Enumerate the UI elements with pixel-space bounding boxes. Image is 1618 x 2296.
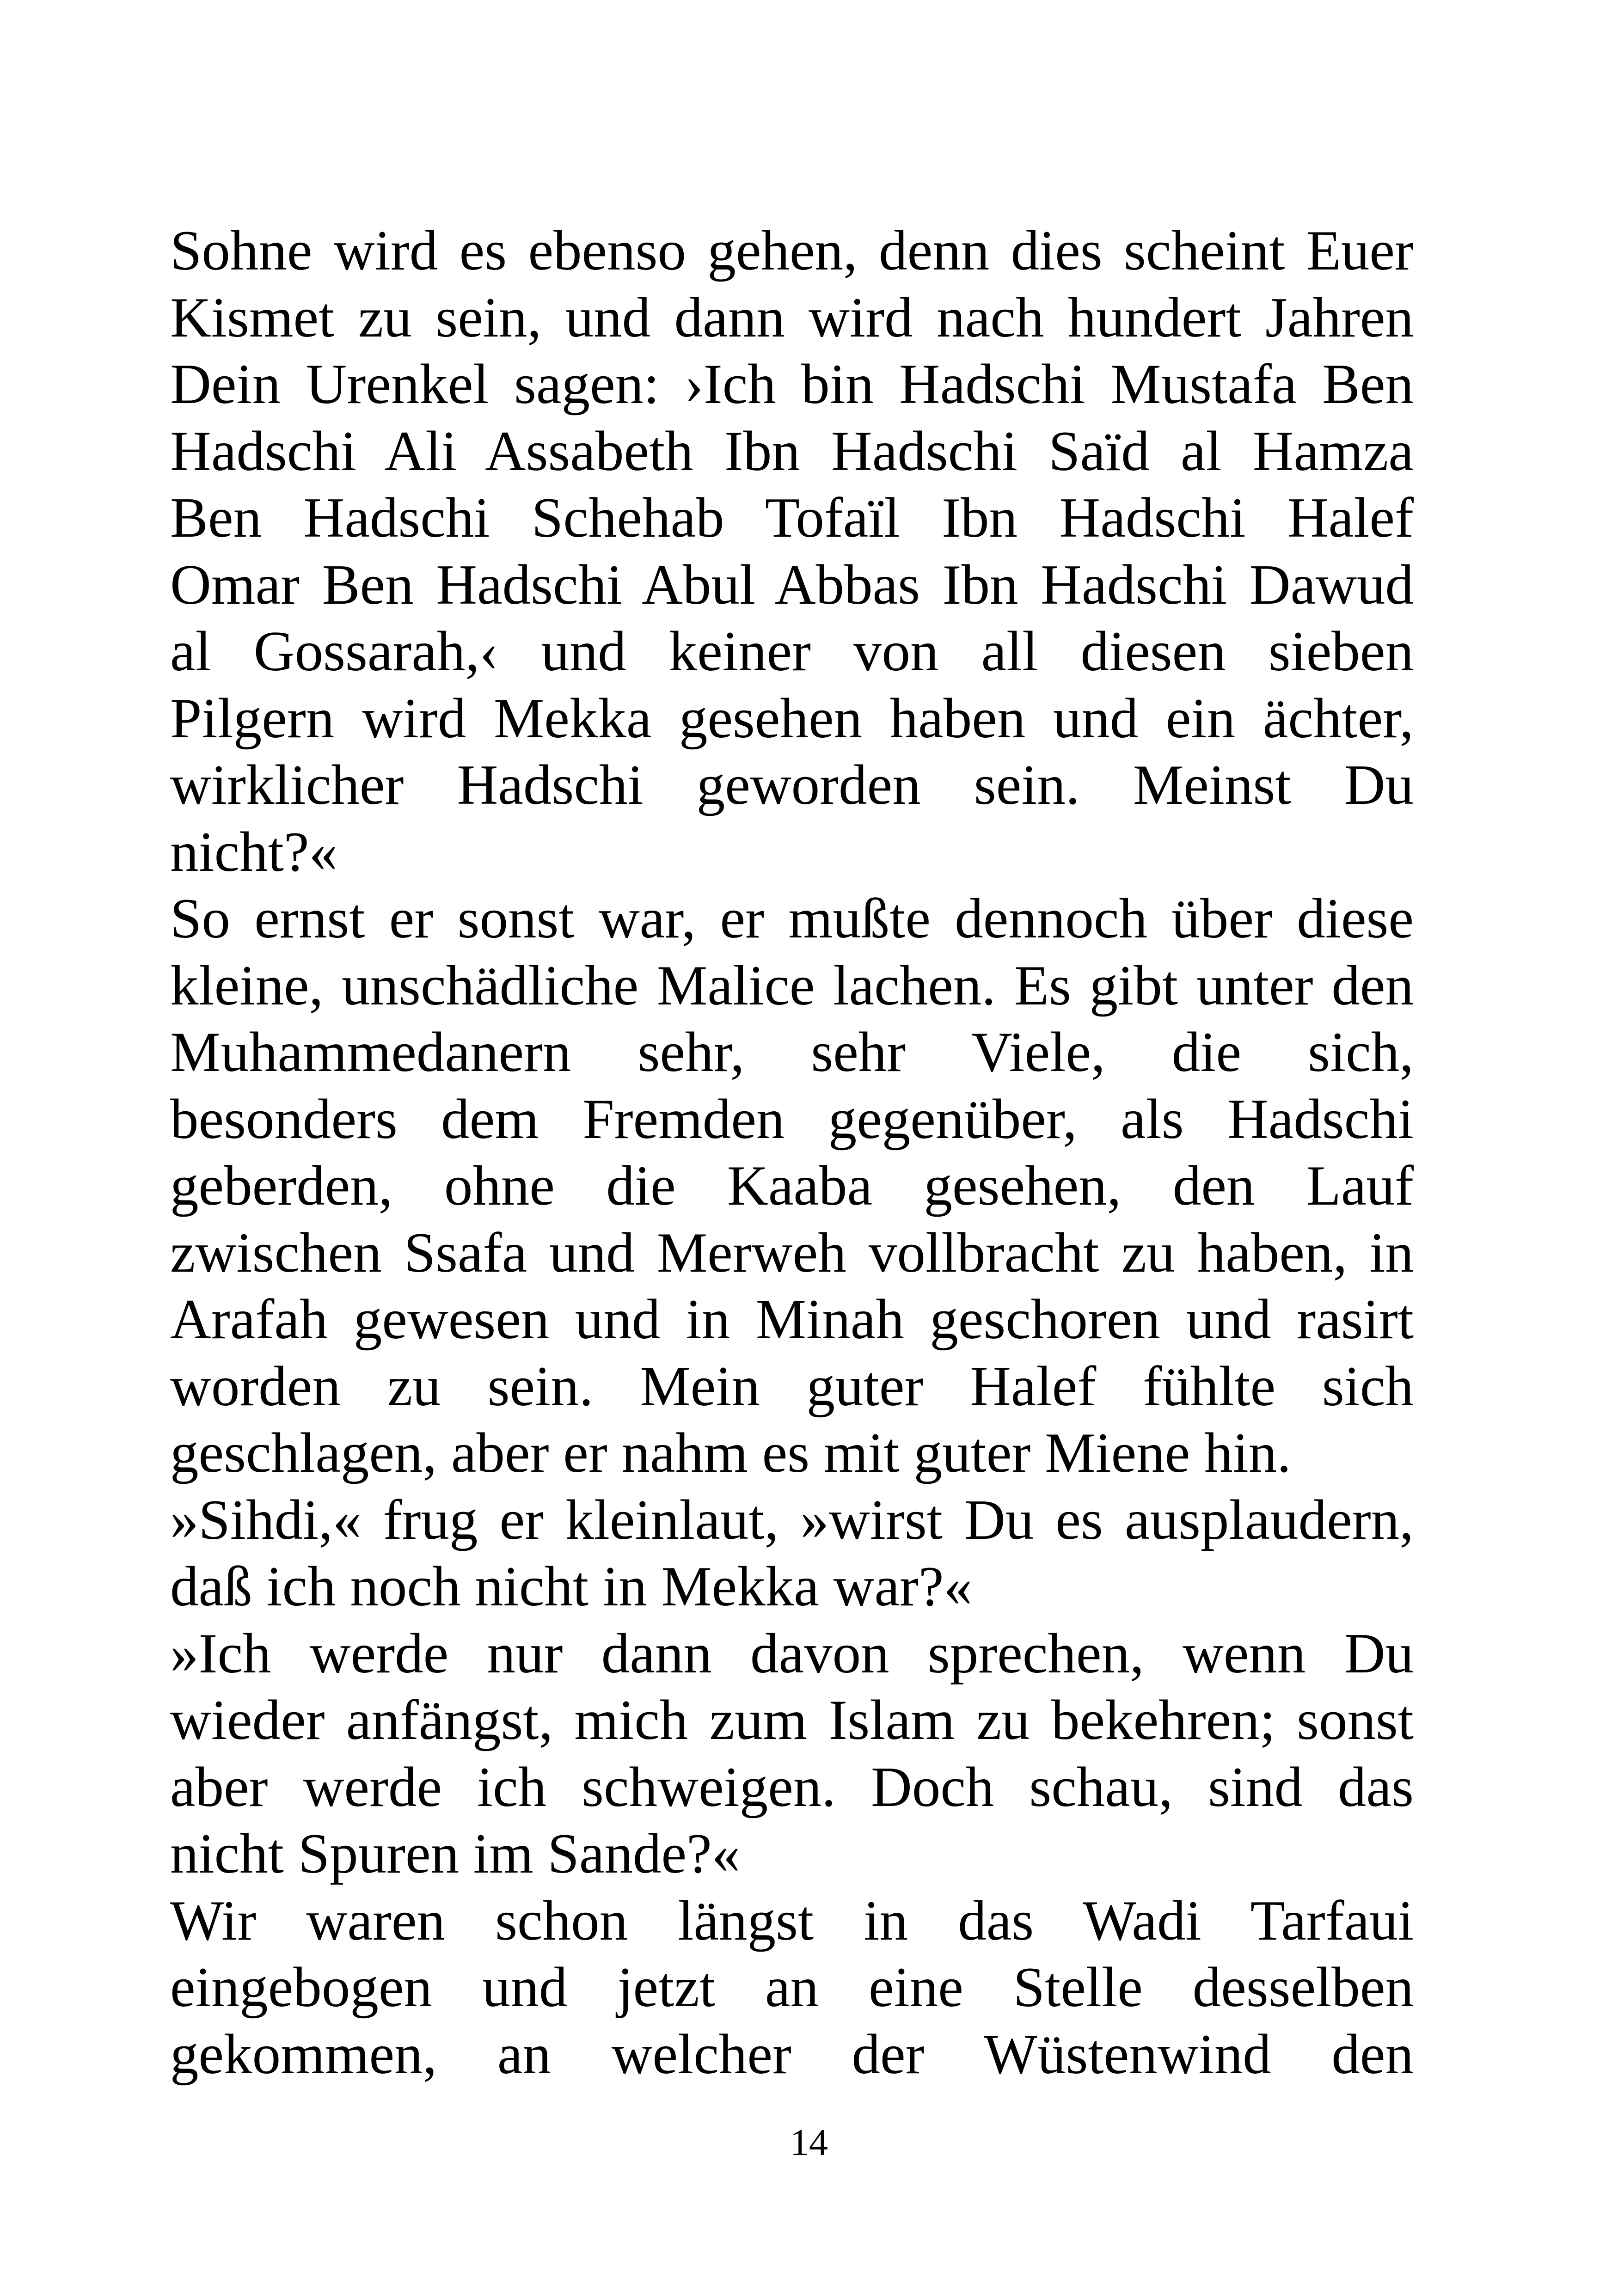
text-line: al Gossarah,‹ und keiner von all diesen sieben: [170, 619, 1414, 683]
text-line: geberden, ohne die Kaaba gesehen, den Lauf: [170, 1154, 1414, 1217]
body-text: [170, 217, 1414, 2088]
text-line: wieder anfängst, mich zum Islam zu bekehren; sonst: [170, 1688, 1414, 1751]
text-line: »Sihdi,« frug er kleinlaut, »wirst Du es ausplaudern,: [170, 1488, 1414, 1551]
text-line: gekommen, an welcher der Wüstenwind den: [170, 2022, 1414, 2086]
text-line: wirklicher Hadschi geworden sein. Meinst Du: [170, 753, 1414, 816]
text-line: nicht Spuren im Sande?«: [170, 1822, 741, 1885]
text-line: Ben Hadschi Schehab Tofaïl Ibn Hadschi Halef: [170, 486, 1414, 549]
text-line: Dein Urenkel sagen: ›Ich bin Hadschi Mustafa Ben: [170, 352, 1414, 416]
text-line: worden zu sein. Mein guter Halef fühlte sich: [170, 1354, 1414, 1418]
text-line: Muhammedanern sehr, sehr Viele, die sich,: [170, 1020, 1414, 1084]
text-line: Omar Ben Hadschi Abul Abbas Ibn Hadschi Dawud: [170, 552, 1414, 616]
text-line: besonders dem Fremden gegenüber, als Hadschi: [170, 1087, 1414, 1151]
text-line: daß ich noch nicht in Mekka war?«: [170, 1555, 973, 1618]
text-line: aber werde ich schweigen. Doch schau, sind das: [170, 1755, 1414, 1818]
text-line: Kismet zu sein, und dann wird nach hundert Jahren: [170, 285, 1414, 349]
text-line: eingebogen und jetzt an eine Stelle desselben: [170, 1955, 1414, 2019]
text-line: Hadschi Ali Assabeth Ibn Hadschi Saïd al Hamza: [170, 419, 1414, 483]
text-line: Wir waren schon längst in das Wadi Tarfaui: [170, 1888, 1414, 1952]
text-line: kleine, unschädliche Malice lachen. Es gibt unter den: [170, 953, 1414, 1017]
page-number: 14: [790, 2121, 828, 2163]
text-line: Sohne wird es ebenso gehen, denn dies scheint Euer: [170, 219, 1414, 282]
text-line: »Ich werde nur dann davon sprechen, wenn Du: [170, 1621, 1414, 1685]
text-line: Pilgern wird Mekka gesehen haben und ein ächter,: [170, 686, 1414, 750]
text-line: Arafah gewesen und in Minah geschoren und rasirt: [170, 1287, 1414, 1351]
text-line: So ernst er sonst war, er mußte dennoch über diese: [170, 887, 1414, 950]
text-line: nicht?«: [170, 820, 338, 883]
text-line: geschlagen, aber er nahm es mit guter Miene hin.: [170, 1421, 1291, 1484]
text-line: zwischen Ssafa und Merweh vollbracht zu haben, in: [170, 1220, 1414, 1284]
